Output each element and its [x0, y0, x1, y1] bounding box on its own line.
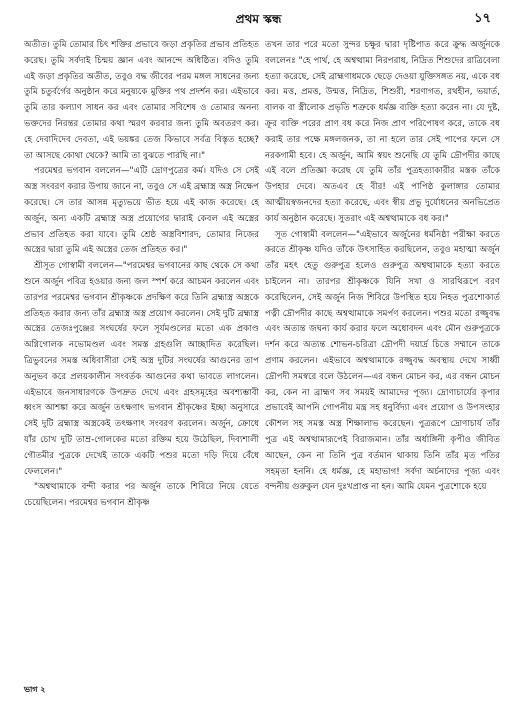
paragraph: সূত গোস্বামী বললেন—"এইভাবে অর্জুনের ধর্মনিষ্ঠা পরীক্ষা করতে করতে শ্রীকৃষ্ণ যদিও তাঁকে উৎসাহিত করছিলেন, তবুও মহাত্মা অর্জুন তাঁর মহৎ হেতু গুরুপুত্র হলেও গুরুপুত্র অশ্বত্থামাকে হত্যা করতে চাইলেন না। তারপর শ্রীকৃষ্ণকে যিনি সখা ও সারথিরূপে বরণ করেছিলেন, সেই অর্জুন নিজ শিবিরে উপস্থিত হয়ে নিহত পুত্রশোকার্ত পত্নী দ্রৌপদীর কাছে অশ্বত্থামাকে সমর্পণ করলেন। পশুর মতো রজ্জুবদ্ধ এবং অত্যন্ত জঘন্য কার্য করার ফলে অধোবদন এবং মৌন গুরুপুত্রকে দর্শন করে অত্যন্ত শোভন-চরিত্রা দ্রৌপদী দয়ার্দ্র চিত্তে সম্মানে তাকে প্রণাম করলেন। এইভাবে অশ্বত্থামাকে রজ্জুবদ্ধ অবস্থায় দেখে সাধ্বী দ্রৌপদী সমস্বরে বলে উঠলেন—এর বন্ধন মোচন কর, এর বন্ধন মোচন কর, কেন না ব্রাহ্মণ সব সময়ই আমাদের পূজ্য। দ্রোণাচার্যের কৃপার প্রভাবেই আপনি গোপনীয় মন্ত্র সহ ধনুর্বিদ্যা এবং প্রয়োগ ও উপসংহার কৌশল সহ সমস্ত অস্ত্র শিক্ষালাভ করেছেন। পুত্ররূপে দ্রোণাচার্য তাঁর পুত্র এই অশ্বত্থামারূপেই বিরাজমান। তাঁর অর্ধাঙ্গিনী কৃপীও জীবিত আছেন, কেন না তিনি পুত্র বর্তমান থাকায় তিনি তাঁর মৃত পতির সহমৃতা হননি। হে ধর্মজ্ঞ, হে মহাভাগ! সর্বদা অর্চনাদের পূজ্য এবং বন্দনীয় গুরুকুল যেন দুঃখপ্রাপ্ত না হন। আমি যেমন পুত্রশোকে হয়ে [265, 229, 500, 493]
left-column [24, 38, 259, 678]
paragraph: তখন তার পরে মতো সুন্দর চক্ষুর দ্বারা দৃষ্টিপাত করে ক্রুদ্ধ অর্জুনকে বললেনঃ "হে পার্থ, হে অশ্বত্থামা নিরপরাধ, নিদ্রিত শিশুদের রাত্রিবেলা হত্যা করেছে, সেই ব্রাহ্মণাধমকে ছেড়ে দেওয়া যুক্তিসঙ্গত নয়, একে বধ কর। মত্ত, প্রমত্ত, উন্মত্ত, নিদ্রিত, শিশুরী, শরণাগত, রথহীন, ভয়ার্ত, বালক বা স্ত্রীলোক প্রভৃতি শত্রুকে ধর্মজ্ঞ ব্যক্তি হত্যা করেন না। যে দুষ্ট, ক্রূর ব্যক্তি পরের প্রাণ বধ করে নিজ প্রাণ পরিপোষণ করে, তাকে বধ করাই তার পক্ষে মঙ্গলজনক, তা না হলে তার সেই পাপের ফলে সে নরকগামী হবে। হে অর্জুন, আমি স্বয়ং শুনেছি যে তুমি দ্রৌপদীর কাছে এই বলে প্রতিজ্ঞা করেছ যে তুমি তাঁর পুত্রহত্যাকারীর মস্তক তাঁকে উপহার দেবে। অতএব হে বীর! এই পাপিষ্ঠ কুলাঙ্গার তোমার আত্মীয়স্বজনদের হত্যা করেছে, এবং স্বীয় প্রভু দুর্যোধনের অনভিপ্রেত কার্য অনুষ্ঠান করেছে। সুতরাং এই অশ্বত্থামাকে বধ কর।" [265, 40, 500, 224]
running-head: প্রথম স্কন্ধ [235, 12, 282, 26]
page-header [0, 0, 517, 36]
footer-signature: ভাগ ২ [24, 685, 46, 694]
paragraph: অতীত। তুমি তোমার চিৎ শক্তির প্রভাবে জড়া প্রকৃতির প্রভাব প্রতিহত করেছ। তুমি সর্বদাই চিন্ময় জ্ঞান এবং আনন্দে অধিষ্ঠিত। বদিও তুমি এই জড়া প্রকৃতির অতীত, তবুও বদ্ধ জীবের পরম মঙ্গল সাধনের জন্য তুমি চতুর্বর্গের অনুষ্ঠান করে মনুষ্যকে মুক্তির পথ প্রদর্শন কর। এইভাবে তুমি তার কল্যাণ সাধন কর এবং তোমার সবিশেষ ও তোমার অনন্য ভক্তদের নিরন্তর তোমার কথা স্মরণ করবার জন্য তুমি অবতরণ কর। হে দেবাদিদেব দেবতা, এই ভয়ঙ্কর তেজ কিভাবে সর্বত্র বিস্তৃত হচ্ছে? তা আসছে কোথা থেকে? আমি তা বুঝতে পারছি না।" [24, 40, 259, 161]
paragraph: পরমেশ্বর ভগবান বললেন—"এটি দ্রোণপুত্রের কর্ম। যদিও সে সেই অস্ত্র সংবরণ করার উপায় জানে না, তবুও সে এই ব্রহ্মাস্ত্র অস্ত্র নিক্ষেপ করেছে। সে তার আসন্ন মৃত্যুভয়ে ভীত হয়ে এই কাজ করেছে। হে অর্জুন, অন্য একটি ব্রহ্মাস্ত্র অস্ত্র প্রয়োগের দ্বারাই কেবল এই অস্ত্রের প্রভাব প্রতিহত করা যাবে। তুমি শ্রেষ্ঠ অস্ত্রবিশারদ, তোমার নিজের অস্ত্রের দ্বারা তুমি এই অস্ত্রের তেজ প্রতিহত কর।" [24, 166, 259, 256]
paragraph: শ্রীসূত গোস্বামী বললেন—"পরমেশ্বর ভগবানের কাছ থেকে সে কথা শুনে অর্জুন পবিত্র হওয়ার জন্য জল স্পর্শ করে আচমন করলেন এবং তারপর পরমেশ্বর ভগবান শ্রীকৃষ্ণকে প্রদক্ষিণ করে তিনি ব্রহ্মাস্ত্র অস্ত্রকে প্রতিহত করার জন্য তাঁর ব্রহ্মাস্ত্র অস্ত্র প্রয়োগ করলেন। সেই দুটি ব্রহ্মাস্ত্র অস্ত্রের তেজঃপুঞ্জের সংঘর্ষের ফলে সূর্যমণ্ডলের মতো এক প্রকাণ্ড অগ্নিগোলক নভোমণ্ডল এবং সমস্ত গ্রহগুলি আচ্ছাদিত করেছিল। ত্রিভুবনের সমস্ত অধিবাসীরা সেই অস্ত্র দুটির সংঘর্ষের আগুনের তাপ অনুভব করে প্রলয়কালীন সংবর্তক আগুনের কথা ভাবতে লাগলেন। এইভাবে জনসাধারণকে উপদ্রুত দেখে এবং গ্রহসমূহের অবশ্যম্ভাবী ধ্বংস আশঙ্কা করে অর্জুন তৎক্ষণাৎ ভগবান শ্রীকৃষ্ণের ইচ্ছা অনুসারে সেই দুটি ব্রহ্মাস্ত্র অস্ত্রকেই তৎক্ষণাৎ সংবরণ করলেন। অর্জুন, ক্রোধে যাঁর চোখ দুটি তাম্র-গোলকের মতো রক্তিম হয়ে উঠেছিল, দিব্যশালী গৌতমীর পুত্রকে দেখেই তাকে একটি পশুর মতো দড়ি দিয়ে বেঁধে ফেললেন।" [24, 261, 259, 477]
paragraph: "অশ্বত্থামাকে বন্দী করার পর অর্জুন তাকে শিবিরে নিয়ে যেতে চেয়েছিলেন। পরমেশ্বর ভগবান শ্রীকৃষ্ণ [24, 482, 259, 509]
page-number: ১৭ [474, 11, 491, 26]
right-column [265, 38, 500, 678]
